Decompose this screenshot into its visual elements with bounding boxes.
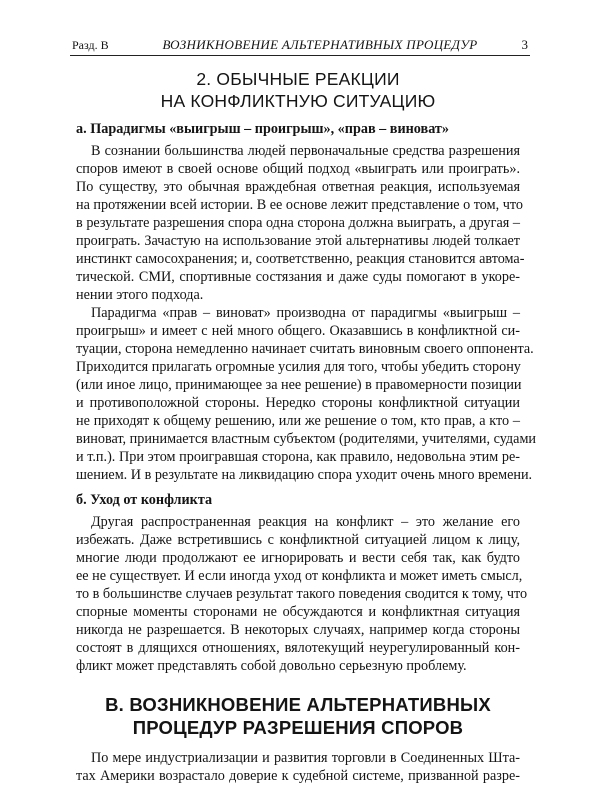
section-b-heading-line: ПРОЦЕДУР РАЗРЕШЕНИЯ СПОРОВ — [132, 717, 464, 738]
subsection-a-paragraph-1 — [76, 142, 525, 304]
text-line: виноват, принимается властным субъектом (родителями, учителями, судами — [76, 431, 537, 447]
running-head-section: Разд. В — [72, 38, 109, 52]
section-b-heading — [76, 693, 520, 739]
subsection-a-heading: а. Парадигмы «выигрыш – проигрыш», «прав – виноват» — [76, 121, 449, 137]
text-line: По существу, это обычная враждебная ответная реакция, используемая — [76, 179, 520, 195]
text-line: ее не существует. И если иногда уход от конфликта и может иметь смысл, — [76, 568, 523, 584]
text-line: (или иное лицо, принимающее за нее решение) в правомерности позиции — [76, 377, 522, 393]
text-line: фликт может представлять собой довольно серьезную проблему. — [76, 658, 467, 674]
text-line: и т.п.). При этом проигравшая сторона, как правило, недовольна этим ре- — [76, 449, 520, 465]
section-b-paragraph-1 — [76, 749, 520, 785]
text-line: состоят в длящихся отношениях, вялотекущий неурегулированный кон- — [76, 640, 520, 656]
text-line: шением. И в результате на ликвидацию спора уходит очень много времени. — [76, 467, 533, 483]
subsection-b-paragraph-1 — [76, 513, 528, 675]
section-2-heading-line: НА КОНФЛИКТНУЮ СИТУАЦИЮ — [160, 91, 436, 111]
section-2-heading — [76, 68, 520, 112]
text-line: нении этого подхода. — [76, 287, 204, 303]
text-line: многие люди продолжают ее игнорировать и вести себя так, как будто — [76, 550, 520, 566]
text-line: избежать. Даже встретившись с конфликтной ситуацией лицом к лицу, — [76, 532, 520, 548]
section-b-heading-line: В. ВОЗНИКНОВЕНИЕ АЛЬТЕРНАТИВНЫХ — [105, 694, 491, 715]
text-line: По мере индустриализации и развития торговли в Соединенных Шта- — [91, 750, 520, 766]
text-line: на протяжении всей истории. В ее основе лежит представление о том, что — [76, 197, 523, 213]
text-line: в результате разрешения спора одна сторона должна выиграть, а другая – — [76, 215, 520, 231]
text-line: тической. СМИ, спортивные состязания и даже суды помогают в укоре- — [76, 269, 520, 285]
text-line: Парадигма «прав – виноват» производна от парадигмы «выигрыш – — [91, 305, 520, 321]
subsection-b-heading: б. Уход от конфликта — [76, 492, 213, 508]
text-line: Другая распространенная реакция на конфликт – это желание его — [91, 514, 520, 530]
page-body — [76, 64, 537, 785]
running-head-title: ВОЗНИКНОВЕНИЕ АЛЬТЕРНАТИВНЫХ ПРОЦЕДУР — [162, 37, 478, 52]
text-line: В сознании большинства людей первоначальные средства разрешения — [91, 143, 520, 159]
subsection-a-paragraph-2 — [76, 304, 537, 484]
text-line: проиграть. Зачастую на использование этой альтернативы людей толкает — [76, 233, 520, 249]
text-line: то в большинстве случаев результат такого поведения сводится к тому, что — [76, 586, 528, 602]
page-number: 3 — [521, 37, 528, 52]
running-head — [70, 36, 530, 54]
header-rule — [70, 55, 530, 56]
text-line: тах Америки возрастало доверие к судебной системе, призванной разре- — [76, 768, 520, 784]
text-line: споров имеют в своей основе общий подход «выиграть или проиграть». — [76, 161, 520, 177]
text-line: никогда не разрешается. В некоторых случаях, например когда стороны — [76, 622, 520, 638]
text-line: и противоположной стороны. Нередко стороны конфликтной ситуации — [76, 395, 520, 411]
text-line: спорные моменты сторонами не обсуждаются и конфликтная ситуация — [76, 604, 520, 620]
section-2-heading-line: 2. ОБЫЧНЫЕ РЕАКЦИИ — [196, 69, 400, 89]
text-line: туации, сторона немедленно начинает считать виновным своего оппонента. — [76, 341, 534, 357]
text-line: инстинкт самосохранения; и, соответственно, реакция становится автома- — [76, 251, 525, 267]
text-line: проигрыш» и имеет с ней много общего. Оказавшись в конфликтной си- — [76, 323, 520, 339]
text-line: не приходят к общему решению, или же решение о том, кто прав, а кто – — [76, 413, 520, 429]
text-line: Приходится прилагать огромные усилия для того, чтобы убедить сторону — [76, 359, 521, 375]
